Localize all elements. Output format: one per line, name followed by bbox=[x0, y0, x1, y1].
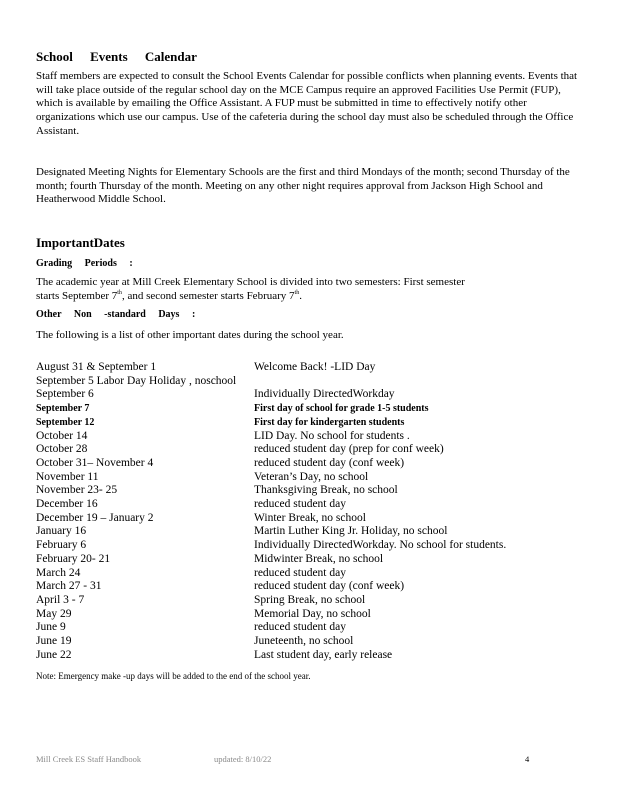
event-cell: LID Day. No school for students . bbox=[254, 429, 410, 442]
date-cell: September 5 Labor Day Holiday , noschool bbox=[36, 374, 237, 387]
date-cell: February 20- 21 bbox=[36, 552, 111, 565]
grading-periods-label: Grading Periods : bbox=[36, 258, 133, 269]
event-cell: Martin Luther King Jr. Holiday, no school bbox=[254, 525, 448, 538]
date-row bbox=[36, 553, 506, 567]
event-cell: Thanksgiving Break, no school bbox=[254, 484, 398, 497]
date-row bbox=[36, 525, 506, 539]
date-row bbox=[36, 361, 506, 375]
date-row bbox=[36, 471, 506, 485]
section-heading-calendar: School Events Calendar bbox=[36, 49, 197, 64]
date-row bbox=[36, 539, 506, 553]
date-row bbox=[36, 430, 506, 444]
date-cell: March 27 - 31 bbox=[36, 580, 102, 593]
date-cell: June 19 bbox=[36, 635, 72, 648]
event-cell: Last student day, early release bbox=[254, 648, 393, 661]
event-cell: reduced student day bbox=[254, 621, 346, 634]
event-cell: reduced student day (conf week) bbox=[254, 580, 405, 593]
event-cell: reduced student day bbox=[254, 566, 346, 579]
grading-text-line-1: The academic year at Mill Creek Elementary School is divided into two semesters: First semester bbox=[36, 276, 465, 288]
date-cell: October 14 bbox=[36, 429, 88, 442]
grading-text-part-1: starts September 7 bbox=[36, 290, 118, 302]
section-heading-important-dates: ImportantDates bbox=[36, 235, 125, 250]
date-cell: October 28 bbox=[36, 443, 88, 456]
date-row bbox=[36, 635, 506, 649]
date-cell: September 12 bbox=[36, 416, 95, 428]
date-cell: April 3 - 7 bbox=[36, 593, 85, 606]
date-cell: June 22 bbox=[36, 648, 72, 661]
ordinal-suffix: th bbox=[294, 290, 300, 296]
dates-list-intro: The following is a list of other important dates during the school year. bbox=[36, 329, 344, 341]
date-row bbox=[36, 621, 506, 635]
event-cell: reduced student day (prep for conf week) bbox=[254, 443, 444, 456]
date-row bbox=[36, 457, 506, 471]
event-cell: Juneteenth, no school bbox=[254, 635, 354, 648]
page-number: 4 bbox=[525, 754, 530, 764]
date-cell: February 6 bbox=[36, 539, 87, 552]
date-cell: December 16 bbox=[36, 498, 98, 511]
calendar-paragraph: Staff members are expected to consult the School Events Calendar for possible conflicts when planning events. Events that will take place outside of the regular school day on the MCE Campus require an approved Facilities Use Permit (FUP), which is available by emailing the Office Assistant. A FUP must be submitted in time to effectively notify other organizations which use our campus. Use of the cafeteria during the school day must also be scheduled through the Office Assistant. bbox=[36, 70, 578, 137]
date-row bbox=[36, 608, 506, 622]
date-cell: September 6 bbox=[36, 388, 94, 401]
date-row bbox=[36, 580, 506, 594]
nonstandard-days-label: Other Non -standard Days : bbox=[36, 309, 196, 320]
date-row bbox=[36, 649, 506, 663]
date-cell: August 31 & September 1 bbox=[36, 361, 157, 373]
event-cell: First day for kindergarten students bbox=[254, 416, 405, 428]
event-cell: reduced student day (conf week) bbox=[254, 456, 405, 469]
event-cell: reduced student day bbox=[254, 498, 346, 511]
event-cell: Midwinter Break, no school bbox=[254, 552, 384, 565]
date-cell: March 24 bbox=[36, 566, 81, 579]
event-cell: Spring Break, no school bbox=[254, 593, 366, 606]
date-row bbox=[36, 402, 506, 416]
date-cell: December 19 – January 2 bbox=[36, 511, 154, 524]
date-row bbox=[36, 375, 506, 389]
date-row bbox=[36, 416, 506, 430]
date-row bbox=[36, 498, 506, 512]
date-cell: November 23- 25 bbox=[36, 484, 118, 497]
ordinal-suffix: th bbox=[117, 290, 122, 296]
footer-handbook-title: Mill Creek ES Staff Handbook bbox=[36, 754, 142, 764]
date-row bbox=[36, 484, 506, 498]
grading-text-part-2: , and second semester starts February 7 bbox=[121, 290, 295, 302]
event-cell: Welcome Back! -LID Day bbox=[254, 361, 376, 373]
grading-text-line-2 bbox=[36, 290, 302, 302]
date-cell: June 9 bbox=[36, 621, 66, 634]
footer-updated-date: updated: 8/10/22 bbox=[214, 754, 272, 764]
date-row bbox=[36, 567, 506, 581]
date-cell: January 16 bbox=[36, 525, 87, 538]
date-row bbox=[36, 512, 506, 526]
date-row bbox=[36, 443, 506, 457]
date-cell: May 29 bbox=[36, 607, 72, 620]
grading-text-part-3: . bbox=[299, 290, 302, 302]
event-cell: Winter Break, no school bbox=[254, 511, 366, 524]
date-cell: November 11 bbox=[36, 470, 99, 483]
date-cell: October 31– November 4 bbox=[36, 456, 154, 469]
meeting-nights-paragraph: Designated Meeting Nights for Elementary Schools are the first and third Mondays of the month; second Thursday of the month; fourth Thursday of the month. Meeting on any other night requires approval from Jackson High School and Heatherwood Middle School. bbox=[36, 166, 570, 206]
event-cell: Individually DirectedWorkday bbox=[254, 388, 395, 401]
date-row bbox=[36, 594, 506, 608]
event-cell: Memorial Day, no school bbox=[254, 607, 371, 620]
event-cell: Veteran’s Day, no school bbox=[254, 470, 369, 483]
date-cell: September 7 bbox=[36, 403, 90, 415]
event-cell bbox=[254, 375, 506, 389]
date-row bbox=[36, 388, 506, 402]
event-cell: Individually DirectedWorkday. No school for students. bbox=[254, 539, 507, 552]
emergency-note: Note: Emergency make -up days will be added to the end of the school year. bbox=[36, 671, 311, 681]
important-dates-table bbox=[36, 361, 506, 662]
event-cell: First day of school for grade 1-5 students bbox=[254, 403, 429, 415]
